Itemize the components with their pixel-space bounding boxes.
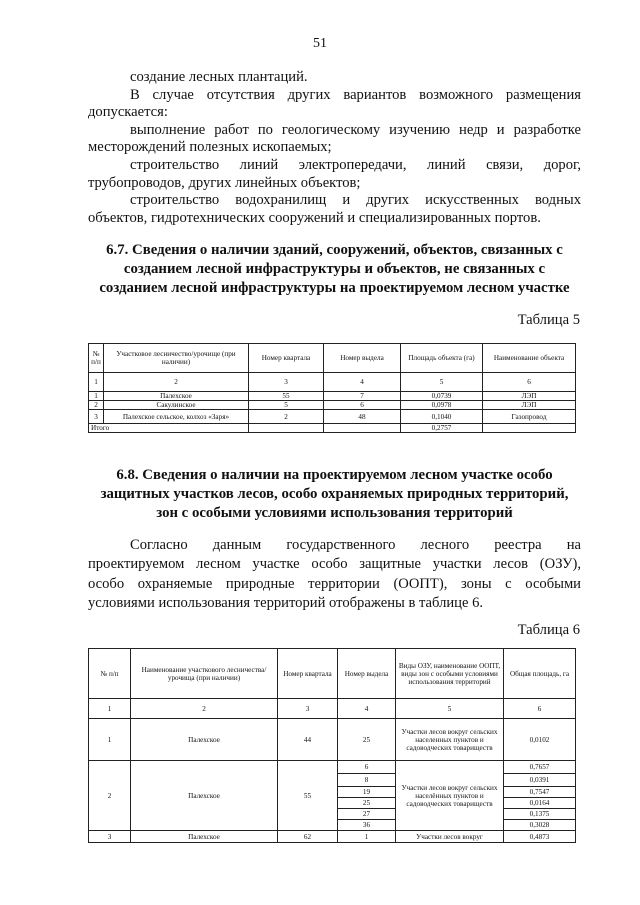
- cell: 0,4873: [504, 831, 576, 843]
- cell: 5: [401, 373, 483, 392]
- cell: Газопровод: [483, 410, 576, 424]
- th: № п/п: [89, 649, 131, 699]
- cell: 36: [338, 820, 396, 831]
- cell: 0,0102: [504, 719, 576, 761]
- cell: 1: [89, 392, 104, 401]
- cell: Палехское: [104, 392, 249, 401]
- th: № п/п: [89, 344, 104, 373]
- column-number-row: [89, 373, 576, 392]
- th: Номер квартала: [249, 344, 324, 373]
- cell: 55: [278, 761, 338, 831]
- cell: 0,7657: [504, 761, 576, 774]
- cell: 0,0391: [504, 774, 576, 787]
- cell: ЛЭП: [483, 401, 576, 410]
- cell: Участки лесов вокруг сельских населенных пунктов и садоводческих товариществ: [396, 719, 504, 761]
- table5-caption: Таблица 5: [517, 312, 580, 328]
- text-line: Согласно данным государственного лесного реестра на: [130, 537, 581, 553]
- cell: 6: [324, 401, 401, 410]
- text-line: трубопроводов, других линейных объектов;: [88, 174, 361, 191]
- cell: 0,0978: [401, 401, 483, 410]
- th: Наименование объекта: [483, 344, 576, 373]
- th: Номер выдела: [324, 344, 401, 373]
- cell: Сакулинское: [104, 401, 249, 410]
- cell: Палехское сельское, колхоз «Заря»: [104, 410, 249, 424]
- table-row: [89, 719, 576, 761]
- heading-line: 6.8. Сведения о наличии на проектируемом лесном участке особо: [116, 467, 553, 483]
- cell: 4: [338, 699, 396, 719]
- cell: 0,1375: [504, 809, 576, 820]
- cell: 6: [504, 699, 576, 719]
- cell: 0,0739: [401, 392, 483, 401]
- th: Общая площадь, га: [504, 649, 576, 699]
- cell: 2: [131, 699, 278, 719]
- cell: 5: [249, 401, 324, 410]
- table-row: [89, 761, 576, 774]
- cell: 6: [483, 373, 576, 392]
- text-line: допускается:: [88, 104, 168, 121]
- text-line: особо охраняемые природные территории (ООПТ), зоны с особыми: [88, 575, 581, 592]
- cell: 19: [338, 787, 396, 798]
- text-line: В случае отсутствия других вариантов возможного размещения: [130, 86, 581, 103]
- cell: 5: [396, 699, 504, 719]
- cell: Палехское: [131, 761, 278, 831]
- cell: 3: [278, 699, 338, 719]
- text-line: строительство водохранилищ и других искусственных водных: [130, 192, 581, 209]
- table-row: [89, 831, 576, 843]
- cell: 62: [278, 831, 338, 843]
- section-6-8-paragraph: [88, 536, 581, 613]
- cell: 1: [338, 831, 396, 843]
- intro-paragraphs: [88, 69, 581, 227]
- cell: 0,3028: [504, 820, 576, 831]
- cell: 0,0164: [504, 798, 576, 809]
- cell: 1: [89, 699, 131, 719]
- cell: Палехское: [131, 831, 278, 843]
- table6-caption: Таблица 6: [517, 622, 580, 638]
- heading-line: созданием лесной инфраструктуры на проектируемом лесном участке: [99, 280, 570, 296]
- text-line: выполнение работ по геологическому изучению недр и разработке: [130, 121, 581, 138]
- th: Виды ОЗУ, наименование ООПТ, виды зон с особыми условиями использования территорий: [396, 649, 504, 699]
- table-row: [89, 392, 576, 401]
- heading-line: зон с особыми условиями использования территорий: [156, 505, 513, 521]
- cell: 7: [324, 392, 401, 401]
- section-heading-6-7: [88, 241, 581, 298]
- page-number: 51: [313, 36, 327, 51]
- text-line: проектируемом лесном участке особо защитные участки лесов (ОЗУ),: [88, 556, 581, 573]
- cell: 48: [324, 410, 401, 424]
- column-number-row: [89, 699, 576, 719]
- cell: ЛЭП: [483, 392, 576, 401]
- th: Номер выдела: [338, 649, 396, 699]
- table-5: [88, 343, 576, 433]
- cell: 2: [89, 761, 131, 831]
- cell: 1: [89, 719, 131, 761]
- text-line: условиями использования территорий отображены в таблице 6.: [88, 594, 484, 611]
- heading-line: защитных участков лесов, особо охраняемых природных территорий,: [100, 486, 569, 502]
- cell: Палехское: [131, 719, 278, 761]
- table-6-clip: [88, 648, 578, 848]
- th: Наименование участкового лесничества/урочища (при наличии): [131, 649, 278, 699]
- text-line: месторождений полезных ископаемых;: [88, 139, 332, 156]
- cell: 25: [338, 719, 396, 761]
- total-value: 0,2757: [401, 424, 483, 433]
- text-line: объектов, гидротехнических сооружений и специализированных портов.: [88, 209, 541, 226]
- cell: 8: [338, 774, 396, 787]
- cell: 4: [324, 373, 401, 392]
- total-label: Итого: [89, 424, 249, 433]
- heading-line: созданием лесной инфраструктуры и объектов, не связанных с: [123, 261, 546, 277]
- cell: 0,7547: [504, 787, 576, 798]
- cell: 44: [278, 719, 338, 761]
- cell: 3: [89, 831, 131, 843]
- cell: 6: [338, 761, 396, 774]
- text-line: создание лесных плантаций.: [130, 69, 308, 85]
- table-row: [89, 401, 576, 410]
- cell: Участки лесов вокруг: [396, 831, 504, 843]
- table-total-row: [89, 424, 576, 433]
- cell: 0,1040: [401, 410, 483, 424]
- cell: 3: [89, 410, 104, 424]
- cell: 27: [338, 809, 396, 820]
- section-heading-6-8: [88, 466, 581, 523]
- cell: Участки лесов вокруг сельских населённых пунктов и садоводческих товариществ: [396, 761, 504, 831]
- heading-line: 6.7. Сведения о наличии зданий, сооружений, объектов, связанных с: [106, 242, 563, 258]
- table-row: [89, 410, 576, 424]
- cell: 2: [249, 410, 324, 424]
- cell: 1: [89, 373, 104, 392]
- cell: 3: [249, 373, 324, 392]
- cell: 2: [89, 401, 104, 410]
- cell: 55: [249, 392, 324, 401]
- text-line: строительство линий электропередачи, линий связи, дорог,: [130, 156, 581, 173]
- cell: 25: [338, 798, 396, 809]
- table-6: [88, 648, 576, 843]
- th: Площадь объекта (га): [401, 344, 483, 373]
- cell: 2: [104, 373, 249, 392]
- th: Номер квартала: [278, 649, 338, 699]
- th: Участковое лесничество/урочище (при наличии): [104, 344, 249, 373]
